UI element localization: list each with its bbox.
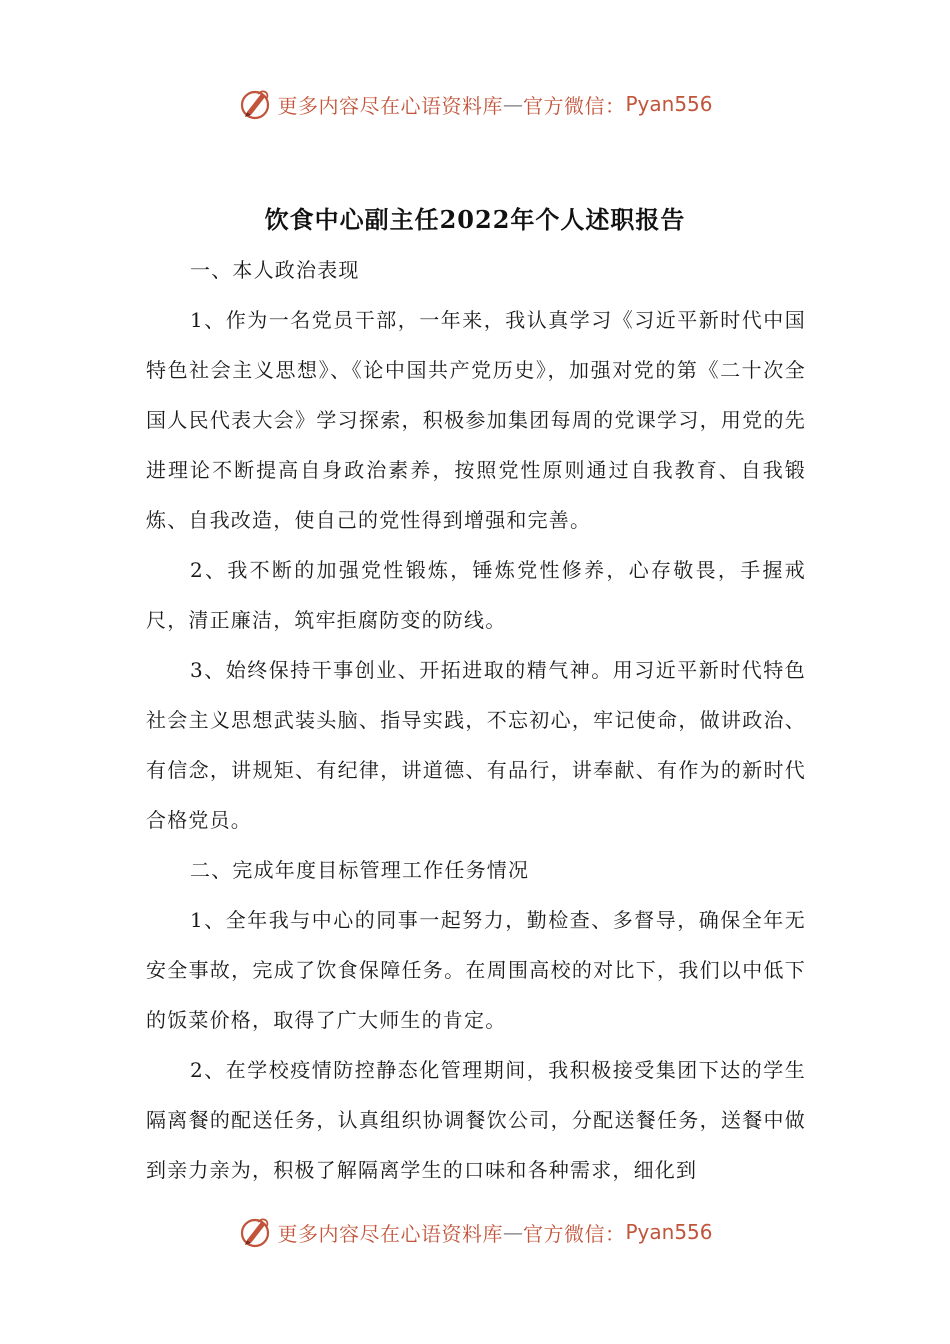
banner-wechat-label: 官方微信：: [522, 93, 626, 118]
footer-watermark-banner: [0, 1210, 950, 1254]
document-title: 饮食中心副主任2022年个人述职报告: [264, 205, 686, 234]
body-paragraph: 1、全年我与中心的同事一起努力，勤检查、多督导，确保全年无安全事故，完成了饮食保障任务。在周围高校的对比下，我们以中低下的饭菜价格，取得了广大师生的肯定。: [146, 908, 806, 1032]
banner-separator: —: [502, 1220, 523, 1244]
banner-wechat-id: Pyan556: [625, 1220, 713, 1244]
body-paragraph: 1、作为一名党员干部，一年来，我认真学习《习近平新时代中国特色社会主义思想》、《论中国共产党历史》，加强对党的第《二十次全国人民代表大会》学习探索，积极参加集团每周的党课学习，用党的先进理论不断提高自身政治素养，按照党性原则通过自我教育、自我锻炼、自我改造，使自己的党性得到增强和完善。: [146, 308, 806, 532]
banner-wechat-id: Pyan556: [625, 92, 713, 116]
header-watermark-banner: [0, 82, 950, 126]
banner-main-text: 更多内容尽在心语资料库: [277, 1221, 503, 1246]
body-paragraph: 2、在学校疫情防控静态化管理期间，我积极接受集团下达的学生隔离餐的配送任务，认真组织协调餐饮公司，分配送餐任务，送餐中做到亲力亲为，积极了解隔离学生的口味和各种需求，细化到: [146, 1058, 806, 1182]
section-heading: 二、完成年度目标管理工作任务情况: [190, 858, 530, 882]
section-heading: 一、本人政治表现: [190, 258, 360, 282]
banner-main-text: 更多内容尽在心语资料库: [277, 93, 503, 118]
banner-wechat-label: 官方微信：: [522, 1221, 626, 1246]
document-body: [146, 245, 806, 1195]
pen-logo-icon: [237, 86, 273, 122]
body-paragraph: 2、我不断的加强党性锻炼，锤炼党性修养，心存敬畏，手握戒尺，清正廉洁，筑牢拒腐防变的防线。: [146, 558, 806, 632]
banner-separator: —: [502, 92, 523, 116]
body-paragraph: 3、始终保持干事创业、开拓进取的精气神。用习近平新时代特色社会主义思想武装头脑、指导实践，不忘初心，牢记使命，做讲政治、有信念，讲规矩、有纪律，讲道德、有品行，讲奉献、有作为的新时代合格党员。: [146, 658, 806, 832]
pen-logo-icon: [237, 1214, 273, 1250]
